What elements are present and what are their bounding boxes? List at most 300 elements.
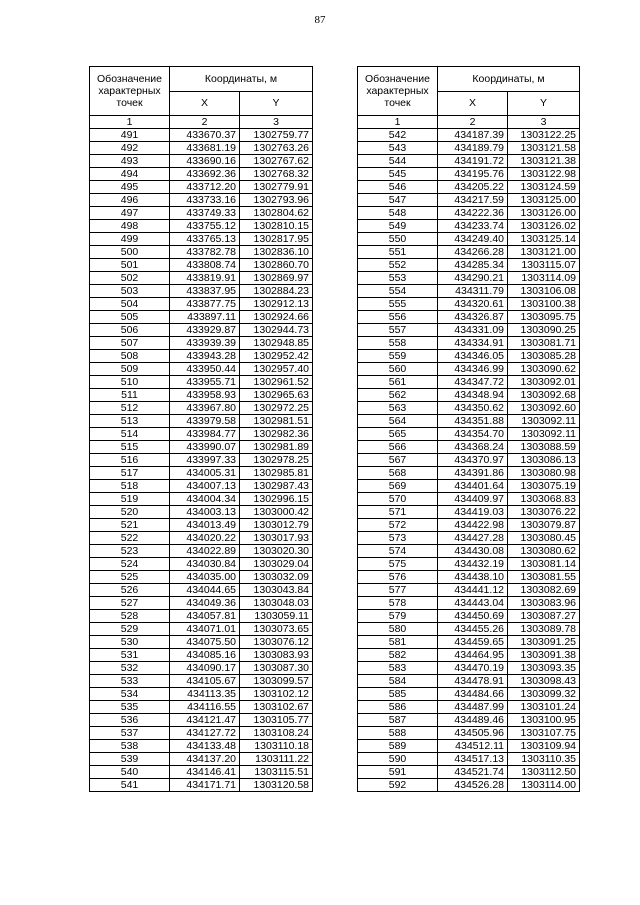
y-coordinate-cell: 1303090.25 xyxy=(508,324,580,337)
table-row xyxy=(90,311,313,324)
table-row xyxy=(358,467,580,480)
x-coordinate-cell: 434127.72 xyxy=(170,727,240,740)
table-row xyxy=(90,285,313,298)
y-coordinate-cell: 1303068.83 xyxy=(508,493,580,506)
x-coordinate-cell: 434326.87 xyxy=(438,311,508,324)
table-row xyxy=(358,272,580,285)
x-coordinate-cell: 433955.71 xyxy=(170,376,240,389)
table-row xyxy=(90,246,313,259)
y-coordinate-cell: 1303092.11 xyxy=(508,428,580,441)
y-coordinate-cell: 1302972.25 xyxy=(240,402,313,415)
x-coordinate-cell: 433765.13 xyxy=(170,233,240,246)
x-coordinate-cell: 433755.12 xyxy=(170,220,240,233)
table-row xyxy=(358,480,580,493)
point-id-cell: 547 xyxy=(358,194,438,207)
x-coordinate-cell: 434489.46 xyxy=(438,714,508,727)
table-row xyxy=(90,636,313,649)
table-row xyxy=(358,493,580,506)
x-coordinate-cell: 434004.34 xyxy=(170,493,240,506)
table-row xyxy=(358,389,580,402)
x-coordinate-cell: 434003.13 xyxy=(170,506,240,519)
table-row xyxy=(90,337,313,350)
point-id-cell: 503 xyxy=(90,285,170,298)
table-row xyxy=(358,623,580,636)
point-id-cell: 525 xyxy=(90,571,170,584)
table-row xyxy=(358,597,580,610)
point-id-cell: 518 xyxy=(90,480,170,493)
x-coordinate-cell: 434478.91 xyxy=(438,675,508,688)
y-coordinate-cell: 1302961.52 xyxy=(240,376,313,389)
y-coordinate-cell: 1303095.75 xyxy=(508,311,580,324)
table-row xyxy=(358,168,580,181)
point-id-cell: 495 xyxy=(90,181,170,194)
table-row xyxy=(358,155,580,168)
point-id-cell: 557 xyxy=(358,324,438,337)
x-coordinate-cell: 433681.19 xyxy=(170,142,240,155)
x-coordinate-cell: 434090.17 xyxy=(170,662,240,675)
point-id-cell: 502 xyxy=(90,272,170,285)
point-id-cell: 497 xyxy=(90,207,170,220)
point-id-cell: 543 xyxy=(358,142,438,155)
y-coordinate-cell: 1303000.42 xyxy=(240,506,313,519)
y-coordinate-cell: 1303076.12 xyxy=(240,636,313,649)
table-row xyxy=(358,740,580,753)
table-row xyxy=(90,389,313,402)
point-id-cell: 551 xyxy=(358,246,438,259)
point-id-cell: 545 xyxy=(358,168,438,181)
y-coordinate-cell: 1303109.94 xyxy=(508,740,580,753)
x-coordinate-cell: 434432.19 xyxy=(438,558,508,571)
x-coordinate-cell: 434013.49 xyxy=(170,519,240,532)
point-id-cell: 591 xyxy=(358,766,438,779)
point-id-cell: 581 xyxy=(358,636,438,649)
table-row xyxy=(358,376,580,389)
point-id-cell: 529 xyxy=(90,623,170,636)
y-coordinate-cell: 1303082.69 xyxy=(508,584,580,597)
x-coordinate-cell: 434171.71 xyxy=(170,779,240,792)
x-coordinate-cell: 434233.74 xyxy=(438,220,508,233)
y-coordinate-cell: 1303107.75 xyxy=(508,727,580,740)
table-row xyxy=(90,272,313,285)
table-body-right xyxy=(358,129,580,792)
table-row xyxy=(90,714,313,727)
table-row xyxy=(358,233,580,246)
x-coordinate-cell: 434217.59 xyxy=(438,194,508,207)
y-coordinate-cell: 1303106.08 xyxy=(508,285,580,298)
point-id-cell: 524 xyxy=(90,558,170,571)
point-id-cell: 516 xyxy=(90,454,170,467)
point-id-cell: 540 xyxy=(90,766,170,779)
point-id-cell: 568 xyxy=(358,467,438,480)
table-row xyxy=(358,766,580,779)
x-coordinate-cell: 434401.64 xyxy=(438,480,508,493)
table-row xyxy=(90,727,313,740)
x-coordinate-cell: 434427.28 xyxy=(438,532,508,545)
table-row xyxy=(90,623,313,636)
point-id-cell: 541 xyxy=(90,779,170,792)
table-row xyxy=(358,324,580,337)
point-id-cell: 556 xyxy=(358,311,438,324)
page-number: 87 xyxy=(314,14,326,26)
y-coordinate-cell: 1303108.24 xyxy=(240,727,313,740)
y-coordinate-cell: 1303126.00 xyxy=(508,207,580,220)
point-id-cell: 507 xyxy=(90,337,170,350)
point-id-cell: 580 xyxy=(358,623,438,636)
point-id-cell: 499 xyxy=(90,233,170,246)
table-row xyxy=(90,675,313,688)
table-row xyxy=(90,259,313,272)
x-coordinate-cell: 434044.65 xyxy=(170,584,240,597)
table-row xyxy=(90,558,313,571)
x-coordinate-cell: 434121.47 xyxy=(170,714,240,727)
point-id-cell: 533 xyxy=(90,675,170,688)
x-coordinate-cell: 434484.66 xyxy=(438,688,508,701)
table-row xyxy=(358,753,580,766)
x-coordinate-cell: 434422.98 xyxy=(438,519,508,532)
y-coordinate-cell: 1303029.04 xyxy=(240,558,313,571)
point-id-cell: 510 xyxy=(90,376,170,389)
point-id-cell: 572 xyxy=(358,519,438,532)
point-id-cell: 492 xyxy=(90,142,170,155)
y-coordinate-cell: 1302768.32 xyxy=(240,168,313,181)
table-row xyxy=(358,454,580,467)
x-coordinate-cell: 434409.97 xyxy=(438,493,508,506)
x-coordinate-cell: 433929.87 xyxy=(170,324,240,337)
x-coordinate-cell: 433984.77 xyxy=(170,428,240,441)
point-id-cell: 573 xyxy=(358,532,438,545)
y-coordinate-cell: 1302957.40 xyxy=(240,363,313,376)
y-coordinate-cell: 1303110.35 xyxy=(508,753,580,766)
point-id-cell: 589 xyxy=(358,740,438,753)
point-id-cell: 511 xyxy=(90,389,170,402)
y-coordinate-cell: 1303092.68 xyxy=(508,389,580,402)
y-coordinate-cell: 1302763.26 xyxy=(240,142,313,155)
x-coordinate-cell: 433670.37 xyxy=(170,129,240,142)
x-coordinate-cell: 433692.36 xyxy=(170,168,240,181)
y-coordinate-cell: 1303102.67 xyxy=(240,701,313,714)
point-id-cell: 512 xyxy=(90,402,170,415)
y-coordinate-cell: 1303121.38 xyxy=(508,155,580,168)
y-coordinate-cell: 1303080.98 xyxy=(508,467,580,480)
header-col-number: 3 xyxy=(508,116,580,129)
x-coordinate-cell: 434311.79 xyxy=(438,285,508,298)
x-coordinate-cell: 434116.55 xyxy=(170,701,240,714)
point-id-cell: 569 xyxy=(358,480,438,493)
y-coordinate-cell: 1303093.35 xyxy=(508,662,580,675)
table-row xyxy=(90,168,313,181)
x-coordinate-cell: 433819.91 xyxy=(170,272,240,285)
table-row xyxy=(90,571,313,584)
table-row xyxy=(90,467,313,480)
y-coordinate-cell: 1303088.59 xyxy=(508,441,580,454)
x-coordinate-cell: 433990.07 xyxy=(170,441,240,454)
header-col-number: 1 xyxy=(358,116,438,129)
header-coords-label: Координаты, м xyxy=(170,67,313,92)
point-id-cell: 517 xyxy=(90,467,170,480)
table-row xyxy=(358,129,580,142)
point-id-cell: 564 xyxy=(358,415,438,428)
table-row xyxy=(358,701,580,714)
table-row xyxy=(90,493,313,506)
x-coordinate-cell: 434022.89 xyxy=(170,545,240,558)
table-row xyxy=(90,545,313,558)
y-coordinate-cell: 1303101.24 xyxy=(508,701,580,714)
y-coordinate-cell: 1303092.60 xyxy=(508,402,580,415)
x-coordinate-cell: 434113.35 xyxy=(170,688,240,701)
table-row xyxy=(90,441,313,454)
point-id-cell: 494 xyxy=(90,168,170,181)
y-coordinate-cell: 1302836.10 xyxy=(240,246,313,259)
table-row xyxy=(358,428,580,441)
table-row xyxy=(90,415,313,428)
table-row xyxy=(90,350,313,363)
y-coordinate-cell: 1303122.25 xyxy=(508,129,580,142)
table-row xyxy=(358,298,580,311)
y-coordinate-cell: 1303059.11 xyxy=(240,610,313,623)
point-id-cell: 582 xyxy=(358,649,438,662)
table-row xyxy=(90,779,313,792)
table-row xyxy=(358,441,580,454)
point-id-cell: 576 xyxy=(358,571,438,584)
point-id-cell: 519 xyxy=(90,493,170,506)
table-row xyxy=(358,571,580,584)
table-row xyxy=(358,636,580,649)
x-coordinate-cell: 434517.13 xyxy=(438,753,508,766)
table-row xyxy=(358,311,580,324)
point-id-cell: 515 xyxy=(90,441,170,454)
y-coordinate-cell: 1302948.85 xyxy=(240,337,313,350)
y-coordinate-cell: 1303081.14 xyxy=(508,558,580,571)
x-coordinate-cell: 434487.99 xyxy=(438,701,508,714)
x-coordinate-cell: 434049.36 xyxy=(170,597,240,610)
point-id-cell: 508 xyxy=(90,350,170,363)
table-row xyxy=(90,207,313,220)
point-id-cell: 520 xyxy=(90,506,170,519)
x-coordinate-cell: 433943.28 xyxy=(170,350,240,363)
y-coordinate-cell: 1303126.02 xyxy=(508,220,580,233)
y-coordinate-cell: 1303089.78 xyxy=(508,623,580,636)
point-id-cell: 522 xyxy=(90,532,170,545)
y-coordinate-cell: 1303100.95 xyxy=(508,714,580,727)
table-row xyxy=(90,480,313,493)
y-coordinate-cell: 1303091.38 xyxy=(508,649,580,662)
x-coordinate-cell: 434346.99 xyxy=(438,363,508,376)
point-id-cell: 560 xyxy=(358,363,438,376)
x-coordinate-cell: 434187.39 xyxy=(438,129,508,142)
x-coordinate-cell: 434205.22 xyxy=(438,181,508,194)
y-coordinate-cell: 1303090.62 xyxy=(508,363,580,376)
y-coordinate-cell: 1302952.42 xyxy=(240,350,313,363)
point-id-cell: 563 xyxy=(358,402,438,415)
point-id-cell: 555 xyxy=(358,298,438,311)
y-coordinate-cell: 1303114.09 xyxy=(508,272,580,285)
x-coordinate-cell: 433733.16 xyxy=(170,194,240,207)
y-coordinate-cell: 1303032.09 xyxy=(240,571,313,584)
x-coordinate-cell: 433808.74 xyxy=(170,259,240,272)
y-coordinate-cell: 1303120.58 xyxy=(240,779,313,792)
x-coordinate-cell: 434222.36 xyxy=(438,207,508,220)
point-id-cell: 574 xyxy=(358,545,438,558)
y-coordinate-cell: 1302869.97 xyxy=(240,272,313,285)
point-id-cell: 575 xyxy=(358,558,438,571)
x-coordinate-cell: 434350.62 xyxy=(438,402,508,415)
point-id-cell: 504 xyxy=(90,298,170,311)
x-coordinate-cell: 433950.44 xyxy=(170,363,240,376)
table-row xyxy=(90,454,313,467)
y-coordinate-cell: 1303115.07 xyxy=(508,259,580,272)
table-row xyxy=(90,701,313,714)
x-coordinate-cell: 433967.80 xyxy=(170,402,240,415)
table-row xyxy=(358,142,580,155)
table-row xyxy=(90,610,313,623)
header-col-number: 2 xyxy=(170,116,240,129)
x-coordinate-cell: 433958.93 xyxy=(170,389,240,402)
header-coords-label: Координаты, м xyxy=(438,67,580,92)
point-id-cell: 539 xyxy=(90,753,170,766)
x-coordinate-cell: 434005.31 xyxy=(170,467,240,480)
table-row xyxy=(358,649,580,662)
x-coordinate-cell: 434249.40 xyxy=(438,233,508,246)
x-coordinate-cell: 434331.09 xyxy=(438,324,508,337)
y-coordinate-cell: 1303110.18 xyxy=(240,740,313,753)
y-coordinate-cell: 1302987.43 xyxy=(240,480,313,493)
point-id-cell: 579 xyxy=(358,610,438,623)
header-x-label: X xyxy=(438,91,508,116)
table-row xyxy=(90,402,313,415)
y-coordinate-cell: 1303121.58 xyxy=(508,142,580,155)
y-coordinate-cell: 1303122.98 xyxy=(508,168,580,181)
x-coordinate-cell: 433979.58 xyxy=(170,415,240,428)
x-coordinate-cell: 433837.95 xyxy=(170,285,240,298)
y-coordinate-cell: 1303087.27 xyxy=(508,610,580,623)
point-id-cell: 536 xyxy=(90,714,170,727)
x-coordinate-cell: 433877.75 xyxy=(170,298,240,311)
table-row xyxy=(90,220,313,233)
header-y-label: Y xyxy=(508,91,580,116)
table-row xyxy=(90,740,313,753)
table-row xyxy=(90,753,313,766)
y-coordinate-cell: 1303081.55 xyxy=(508,571,580,584)
x-coordinate-cell: 434105.67 xyxy=(170,675,240,688)
x-coordinate-cell: 434290.21 xyxy=(438,272,508,285)
table-row xyxy=(90,428,313,441)
point-id-cell: 532 xyxy=(90,662,170,675)
x-coordinate-cell: 434320.61 xyxy=(438,298,508,311)
x-coordinate-cell: 433997.33 xyxy=(170,454,240,467)
point-id-cell: 501 xyxy=(90,259,170,272)
point-id-cell: 505 xyxy=(90,311,170,324)
y-coordinate-cell: 1303079.87 xyxy=(508,519,580,532)
y-coordinate-cell: 1303073.65 xyxy=(240,623,313,636)
point-id-cell: 526 xyxy=(90,584,170,597)
point-id-cell: 571 xyxy=(358,506,438,519)
table-row xyxy=(90,519,313,532)
y-coordinate-cell: 1303112.50 xyxy=(508,766,580,779)
point-id-cell: 496 xyxy=(90,194,170,207)
point-id-cell: 537 xyxy=(90,727,170,740)
x-coordinate-cell: 434007.13 xyxy=(170,480,240,493)
table-row xyxy=(358,688,580,701)
point-id-cell: 506 xyxy=(90,324,170,337)
x-coordinate-cell: 434020.22 xyxy=(170,532,240,545)
y-coordinate-cell: 1303080.45 xyxy=(508,532,580,545)
table-row xyxy=(90,597,313,610)
y-coordinate-cell: 1302860.70 xyxy=(240,259,313,272)
y-coordinate-cell: 1302981.51 xyxy=(240,415,313,428)
x-coordinate-cell: 434368.24 xyxy=(438,441,508,454)
table-row xyxy=(90,376,313,389)
table-row xyxy=(358,363,580,376)
x-coordinate-cell: 433782.78 xyxy=(170,246,240,259)
x-coordinate-cell: 434146.41 xyxy=(170,766,240,779)
x-coordinate-cell: 434071.01 xyxy=(170,623,240,636)
table-row xyxy=(358,558,580,571)
x-coordinate-cell: 433749.33 xyxy=(170,207,240,220)
point-id-cell: 531 xyxy=(90,649,170,662)
y-coordinate-cell: 1302779.91 xyxy=(240,181,313,194)
point-id-cell: 498 xyxy=(90,220,170,233)
y-coordinate-cell: 1303121.00 xyxy=(508,246,580,259)
x-coordinate-cell: 434438.10 xyxy=(438,571,508,584)
table-row xyxy=(90,532,313,545)
y-coordinate-cell: 1303099.32 xyxy=(508,688,580,701)
y-coordinate-cell: 1303076.22 xyxy=(508,506,580,519)
y-coordinate-cell: 1303098.43 xyxy=(508,675,580,688)
table-row xyxy=(358,207,580,220)
x-coordinate-cell: 434512.11 xyxy=(438,740,508,753)
table-row xyxy=(358,675,580,688)
y-coordinate-cell: 1303111.22 xyxy=(240,753,313,766)
table-body-left xyxy=(90,129,313,792)
point-id-cell: 549 xyxy=(358,220,438,233)
table-row xyxy=(90,324,313,337)
header-point-label: Обозначение характерных точек xyxy=(90,67,170,116)
y-coordinate-cell: 1303114.00 xyxy=(508,779,580,792)
y-coordinate-cell: 1302884.23 xyxy=(240,285,313,298)
y-coordinate-cell: 1302981.89 xyxy=(240,441,313,454)
x-coordinate-cell: 434370.97 xyxy=(438,454,508,467)
table-row xyxy=(358,194,580,207)
x-coordinate-cell: 434459.65 xyxy=(438,636,508,649)
x-coordinate-cell: 434391.86 xyxy=(438,467,508,480)
x-coordinate-cell: 434464.95 xyxy=(438,649,508,662)
y-coordinate-cell: 1302912.13 xyxy=(240,298,313,311)
y-coordinate-cell: 1302944.73 xyxy=(240,324,313,337)
table-row xyxy=(358,519,580,532)
table-row xyxy=(90,194,313,207)
x-coordinate-cell: 434441.12 xyxy=(438,584,508,597)
x-coordinate-cell: 434085.16 xyxy=(170,649,240,662)
table-row xyxy=(358,610,580,623)
x-coordinate-cell: 434526.28 xyxy=(438,779,508,792)
y-coordinate-cell: 1303092.11 xyxy=(508,415,580,428)
y-coordinate-cell: 1303083.93 xyxy=(240,649,313,662)
y-coordinate-cell: 1303105.77 xyxy=(240,714,313,727)
header-col-number: 2 xyxy=(438,116,508,129)
x-coordinate-cell: 434455.26 xyxy=(438,623,508,636)
point-id-cell: 491 xyxy=(90,129,170,142)
y-coordinate-cell: 1302804.62 xyxy=(240,207,313,220)
point-id-cell: 578 xyxy=(358,597,438,610)
y-coordinate-cell: 1303125.00 xyxy=(508,194,580,207)
header-col-number: 1 xyxy=(90,116,170,129)
y-coordinate-cell: 1302978.25 xyxy=(240,454,313,467)
x-coordinate-cell: 434354.70 xyxy=(438,428,508,441)
table-row xyxy=(358,181,580,194)
point-id-cell: 570 xyxy=(358,493,438,506)
point-id-cell: 538 xyxy=(90,740,170,753)
table-row xyxy=(90,142,313,155)
